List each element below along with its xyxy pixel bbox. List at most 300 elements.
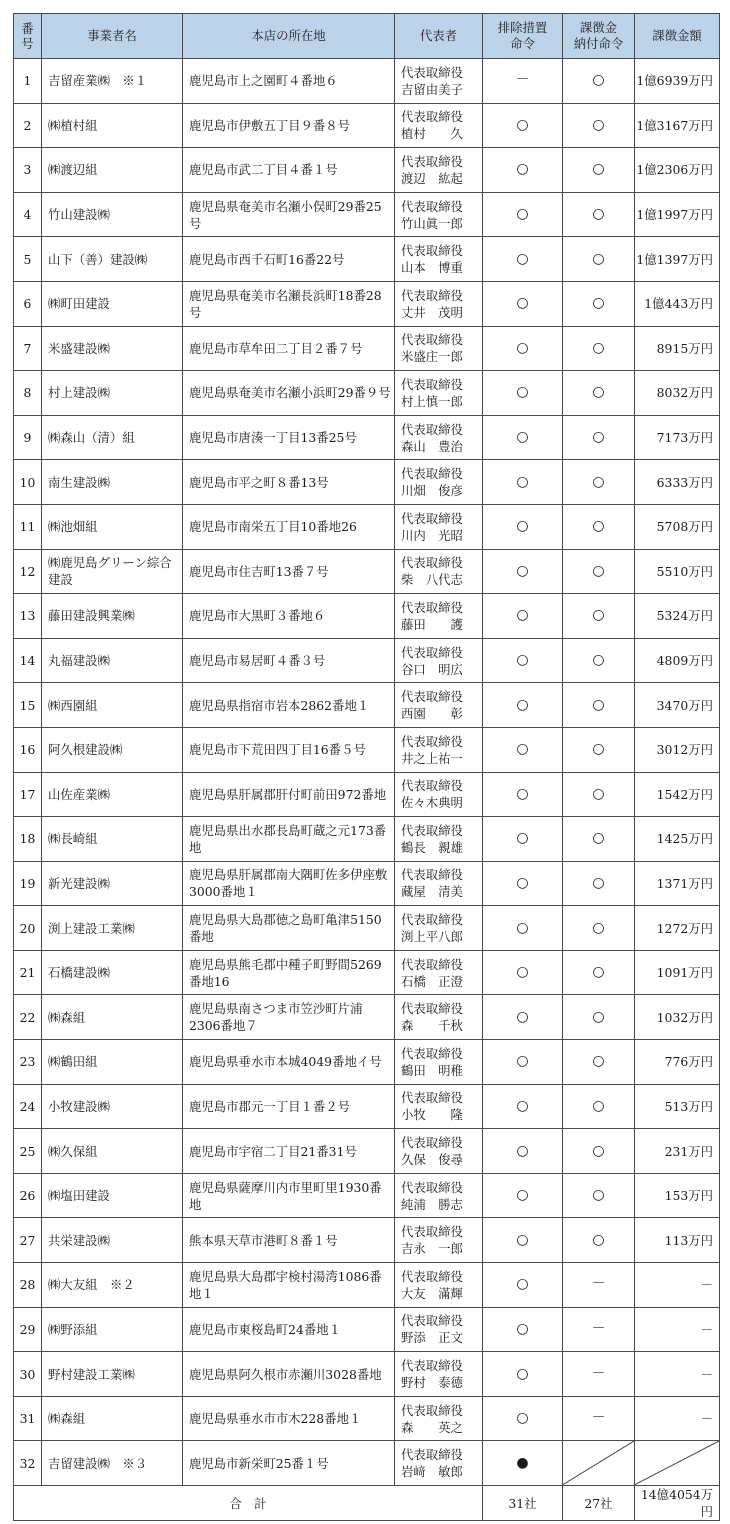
surcharge-amount-na [635, 1441, 720, 1486]
surcharge-amount: 4809万円 [635, 638, 720, 683]
surcharge-order-mark: ○ [563, 237, 635, 282]
company-name: ㈱渡辺組 [42, 148, 183, 193]
header-exclusion [483, 14, 563, 59]
header-surcharge-order [563, 14, 635, 59]
row-number: 21 [14, 950, 42, 995]
table-row [14, 1040, 720, 1085]
head-office-address: 鹿児島市新栄町25番１号 [183, 1441, 395, 1486]
exclusion-order-mark: ○ [483, 1396, 563, 1441]
representative [395, 861, 483, 906]
table-row [14, 950, 720, 995]
representative-title: 代表取締役 [401, 153, 463, 169]
representative [395, 281, 483, 326]
row-number: 30 [14, 1352, 42, 1397]
representative-name: 久保 俊尋 [401, 1152, 463, 1168]
exclusion-order-mark: ○ [483, 460, 563, 505]
representative-title: 代表取締役 [401, 822, 463, 838]
representative [395, 1084, 483, 1129]
company-name: 石橋建設㈱ [42, 950, 183, 995]
surcharge-order-mark: ○ [563, 281, 635, 326]
surcharge-amount: 1億1997万円 [635, 192, 720, 237]
representative [395, 906, 483, 951]
head-office-address: 鹿児島市宇宿二丁目21番31号 [183, 1129, 395, 1174]
table-row [14, 683, 720, 728]
representative-name: 小牧 隆 [401, 1107, 463, 1123]
company-name: 米盛建設㈱ [42, 326, 183, 371]
company-name: ㈱大友組 ※２ [42, 1263, 183, 1308]
representative-name: 吉永 一郎 [401, 1241, 463, 1257]
table-row [14, 1084, 720, 1129]
table-row [14, 59, 720, 104]
surcharge-order-mark: ○ [563, 817, 635, 862]
table-row [14, 281, 720, 326]
row-number: 13 [14, 594, 42, 639]
exclusion-order-mark: ○ [483, 950, 563, 995]
row-number: 4 [14, 192, 42, 237]
surcharge-order-mark: ○ [563, 1084, 635, 1129]
representative-name: 森 英之 [401, 1419, 463, 1435]
surcharge-order-mark: ○ [563, 1173, 635, 1218]
row-number: 2 [14, 103, 42, 148]
head-office-address: 鹿児島市武二丁目４番１号 [183, 148, 395, 193]
representative [395, 1129, 483, 1174]
representative-name: 山本 博重 [401, 260, 463, 276]
representative [395, 995, 483, 1040]
head-office-address: 鹿児島市大黒町３番地６ [183, 594, 395, 639]
row-number: 15 [14, 683, 42, 728]
row-number: 29 [14, 1307, 42, 1352]
representative [395, 326, 483, 371]
table-row [14, 594, 720, 639]
head-office-address: 鹿児島市上之園町４番地６ [183, 59, 395, 104]
representative [395, 683, 483, 728]
exclusion-order-mark: ○ [483, 281, 563, 326]
head-office-address: 鹿児島県垂水市市木228番地１ [183, 1396, 395, 1441]
company-name: ㈱長崎組 [42, 817, 183, 862]
exclusion-order-mark: ○ [483, 415, 563, 460]
exclusion-order-mark: ○ [483, 549, 563, 594]
exclusion-order-mark: ○ [483, 1040, 563, 1085]
exclusion-order-mark: ○ [483, 1129, 563, 1174]
row-number: 27 [14, 1218, 42, 1263]
company-name: ㈱塩田建設 [42, 1173, 183, 1218]
row-number: 7 [14, 326, 42, 371]
exclusion-order-mark: ○ [483, 683, 563, 728]
company-name: ㈱森山（清）組 [42, 415, 183, 460]
representative-name: 森 千秋 [401, 1018, 463, 1034]
head-office-address: 鹿児島市平之町８番13号 [183, 460, 395, 505]
exclusion-order-mark: ○ [483, 727, 563, 772]
representative-name: 純浦 勝志 [401, 1196, 463, 1212]
representative-title: 代表取締役 [401, 510, 463, 526]
exclusion-order-mark: － [483, 59, 563, 104]
row-number: 20 [14, 906, 42, 951]
company-name: ㈱久保組 [42, 1129, 183, 1174]
representative-name: 渡辺 紘起 [401, 170, 463, 186]
exclusion-order-mark: ○ [483, 1173, 563, 1218]
exclusion-order-mark: ○ [483, 148, 563, 193]
exclusion-order-mark: ○ [483, 861, 563, 906]
header-row [14, 14, 720, 59]
representative-name: 丈井 茂明 [401, 304, 463, 320]
table-row [14, 772, 720, 817]
surcharge-order-mark: ○ [563, 1218, 635, 1263]
representative-name: 大友 滿輝 [401, 1285, 463, 1301]
representative-name: 石橋 正澄 [401, 973, 463, 989]
company-name: 丸福建設㈱ [42, 638, 183, 683]
table-row [14, 1352, 720, 1397]
surcharge-amount: 5708万円 [635, 504, 720, 549]
table-row [14, 861, 720, 906]
surcharge-amount: 8915万円 [635, 326, 720, 371]
surcharge-amount: 1425万円 [635, 817, 720, 862]
cartel-order-table [13, 13, 720, 1521]
surcharge-amount: 5510万円 [635, 549, 720, 594]
representative-title: 代表取締役 [401, 1358, 463, 1374]
surcharge-order-mark: ○ [563, 1129, 635, 1174]
company-name: 竹山建設㈱ [42, 192, 183, 237]
representative-name: 川畑 俊彦 [401, 483, 463, 499]
representative [395, 727, 483, 772]
surcharge-order-mark: ○ [563, 772, 635, 817]
table-row [14, 727, 720, 772]
row-number: 8 [14, 371, 42, 416]
row-number: 18 [14, 817, 42, 862]
table-row [14, 326, 720, 371]
surcharge-amount: － [635, 1263, 720, 1308]
header-exclusion-l1: 排除措置 [497, 20, 548, 35]
representative-name: 岩﨑 敏郎 [401, 1464, 463, 1480]
row-number: 6 [14, 281, 42, 326]
exclusion-order-mark: ○ [483, 103, 563, 148]
header-no-label: 番号 [21, 21, 34, 51]
table-row [14, 1307, 720, 1352]
representative [395, 1218, 483, 1263]
representative [395, 504, 483, 549]
representative [395, 103, 483, 148]
representative-title: 代表取締役 [401, 912, 463, 928]
surcharge-amount: － [635, 1396, 720, 1441]
representative-title: 代表取締役 [401, 64, 463, 80]
row-number: 25 [14, 1129, 42, 1174]
row-number: 14 [14, 638, 42, 683]
surcharge-amount: 776万円 [635, 1040, 720, 1085]
header-exclusion-l2: 命令 [510, 36, 535, 51]
table-row [14, 504, 720, 549]
exclusion-order-mark: ○ [483, 237, 563, 282]
company-name: ㈱鹿児島グリーン綜合建設 [42, 549, 183, 594]
head-office-address: 鹿児島県奄美市名瀬長浜町18番28号 [183, 281, 395, 326]
exclusion-order-mark: ○ [483, 192, 563, 237]
company-name: ㈱鶴田組 [42, 1040, 183, 1085]
surcharge-amount: 1032万円 [635, 995, 720, 1040]
surcharge-order-mark: ○ [563, 549, 635, 594]
surcharge-order-mark: ○ [563, 861, 635, 906]
table-row [14, 1441, 720, 1486]
representative [395, 549, 483, 594]
table-row [14, 817, 720, 862]
exclusion-order-mark: ○ [483, 995, 563, 1040]
table-row [14, 549, 720, 594]
head-office-address: 鹿児島県指宿市岩本2862番地１ [183, 683, 395, 728]
representative [395, 1173, 483, 1218]
header-address: 本店の所在地 [183, 14, 395, 59]
surcharge-order-mark: － [563, 1396, 635, 1441]
head-office-address: 鹿児島市東桜島町24番地１ [183, 1307, 395, 1352]
row-number: 16 [14, 727, 42, 772]
row-number: 11 [14, 504, 42, 549]
table-row [14, 638, 720, 683]
surcharge-amount: 513万円 [635, 1084, 720, 1129]
row-number: 24 [14, 1084, 42, 1129]
representative-name: 吉留由美子 [401, 81, 463, 97]
head-office-address: 鹿児島市易居町４番３号 [183, 638, 395, 683]
representative-title: 代表取締役 [401, 1313, 463, 1329]
exclusion-order-mark: ○ [483, 772, 563, 817]
representative-title: 代表取締役 [401, 555, 463, 571]
head-office-address: 鹿児島市草牟田二丁目２番７号 [183, 326, 395, 371]
representative [395, 950, 483, 995]
representative [395, 415, 483, 460]
representative-title: 代表取締役 [401, 1090, 463, 1106]
row-number: 28 [14, 1263, 42, 1308]
representative-name: 植村 久 [401, 126, 463, 142]
table-row [14, 148, 720, 193]
surcharge-order-mark: ○ [563, 906, 635, 951]
representative [395, 1441, 483, 1486]
representative [395, 371, 483, 416]
representative-title: 代表取締役 [401, 867, 463, 883]
surcharge-amount: 1272万円 [635, 906, 720, 951]
row-number: 3 [14, 148, 42, 193]
total-amount: 14億4054万円 [635, 1486, 720, 1521]
company-name: ㈱野添組 [42, 1307, 183, 1352]
representative-title: 代表取締役 [401, 1402, 463, 1418]
company-name: ㈱森組 [42, 1396, 183, 1441]
company-name: 南生建設㈱ [42, 460, 183, 505]
exclusion-order-mark: ○ [483, 1218, 563, 1263]
representative [395, 148, 483, 193]
total-order: 27社 [563, 1486, 635, 1521]
surcharge-amount: 5324万円 [635, 594, 720, 639]
exclusion-order-mark: ○ [483, 1307, 563, 1352]
surcharge-order-mark: ○ [563, 148, 635, 193]
company-name: 村上建設㈱ [42, 371, 183, 416]
exclusion-order-mark: ○ [483, 594, 563, 639]
representative-name: 谷口 明広 [401, 661, 463, 677]
representative-title: 代表取締役 [401, 599, 463, 615]
surcharge-order-mark: ○ [563, 995, 635, 1040]
head-office-address: 鹿児島県大島郡宇検村湯湾1086番地１ [183, 1263, 395, 1308]
representative-title: 代表取締役 [401, 733, 463, 749]
surcharge-amount: 113万円 [635, 1218, 720, 1263]
surcharge-order-mark: ○ [563, 727, 635, 772]
company-name: 藤田建設興業㈱ [42, 594, 183, 639]
representative [395, 460, 483, 505]
total-row [14, 1486, 720, 1521]
surcharge-order-mark: ○ [563, 371, 635, 416]
representative [395, 1040, 483, 1085]
representative-title: 代表取締役 [401, 198, 463, 214]
head-office-address: 鹿児島市西千石町16番22号 [183, 237, 395, 282]
representative-title: 代表取締役 [401, 956, 463, 972]
head-office-address: 鹿児島県薩摩川内市里町里1930番地 [183, 1173, 395, 1218]
table-row [14, 237, 720, 282]
surcharge-amount: 1371万円 [635, 861, 720, 906]
company-name: 阿久根建設㈱ [42, 727, 183, 772]
head-office-address: 鹿児島県肝属郡肝付町前田972番地 [183, 772, 395, 817]
row-number: 10 [14, 460, 42, 505]
surcharge-order-mark: ○ [563, 594, 635, 639]
diagonal-line [563, 1441, 634, 1485]
company-name: ㈱池畑組 [42, 504, 183, 549]
representative [395, 638, 483, 683]
surcharge-amount: 1億1397万円 [635, 237, 720, 282]
representative-title: 代表取締役 [401, 1135, 463, 1151]
surcharge-order-mark: ○ [563, 1040, 635, 1085]
representative-name: 鶴長 親雄 [401, 839, 463, 855]
representative-name: 藏屋 清美 [401, 884, 463, 900]
head-office-address: 鹿児島市唐湊一丁目13番25号 [183, 415, 395, 460]
header-surcharge-l2: 納付命令 [573, 36, 624, 51]
representative-name: 村上慎一郎 [401, 393, 463, 409]
surcharge-order-mark: ○ [563, 59, 635, 104]
surcharge-order-mark: ○ [563, 415, 635, 460]
representative-title: 代表取締役 [401, 421, 463, 437]
exclusion-order-mark: ○ [483, 1084, 563, 1129]
surcharge-order-mark-na [563, 1441, 635, 1486]
surcharge-order-mark: ○ [563, 638, 635, 683]
head-office-address: 鹿児島県熊毛郡中種子町野間5269番地16 [183, 950, 395, 995]
representative-name: 野村 泰德 [401, 1375, 463, 1391]
row-number: 32 [14, 1441, 42, 1486]
head-office-address: 鹿児島市住吉町13番７号 [183, 549, 395, 594]
surcharge-amount: 3012万円 [635, 727, 720, 772]
representative [395, 772, 483, 817]
surcharge-amount: 3470万円 [635, 683, 720, 728]
representative-name: 柴 八代志 [401, 572, 463, 588]
company-name: 渕上建設工業㈱ [42, 906, 183, 951]
representative-name: 井之上祐一 [401, 750, 463, 766]
representative-title: 代表取締役 [401, 1179, 463, 1195]
exclusion-order-mark: ○ [483, 906, 563, 951]
representative-name: 竹山眞一郎 [401, 215, 463, 231]
table-row [14, 1396, 720, 1441]
row-number: 1 [14, 59, 42, 104]
head-office-address: 鹿児島県奄美市名瀬小俣町29番25号 [183, 192, 395, 237]
representative [395, 237, 483, 282]
surcharge-amount: 8032万円 [635, 371, 720, 416]
company-name: 山佐産業㈱ [42, 772, 183, 817]
row-number: 31 [14, 1396, 42, 1441]
head-office-address: 鹿児島県大島郡徳之島町亀津5150番地 [183, 906, 395, 951]
table-row [14, 995, 720, 1040]
table-row [14, 1173, 720, 1218]
surcharge-order-mark: － [563, 1263, 635, 1308]
header-amount: 課徴金額 [635, 14, 720, 59]
representative [395, 59, 483, 104]
company-name: ㈱町田建設 [42, 281, 183, 326]
representative [395, 817, 483, 862]
representative-title: 代表取締役 [401, 1045, 463, 1061]
representative-title: 代表取締役 [401, 109, 463, 125]
representative-title: 代表取締役 [401, 332, 463, 348]
surcharge-amount: 231万円 [635, 1129, 720, 1174]
row-number: 12 [14, 549, 42, 594]
representative-title: 代表取締役 [401, 1447, 463, 1463]
exclusion-order-mark: ○ [483, 504, 563, 549]
representative [395, 1307, 483, 1352]
exclusion-order-mark: ○ [483, 817, 563, 862]
total-label: 合 計 [14, 1486, 483, 1521]
company-name: 新光建設㈱ [42, 861, 183, 906]
company-name: 小牧建設㈱ [42, 1084, 183, 1129]
exclusion-order-mark: ○ [483, 1263, 563, 1308]
head-office-address: 鹿児島市下荒田四丁目16番５号 [183, 727, 395, 772]
representative-title: 代表取締役 [401, 287, 463, 303]
representative-name: 渕上平八郎 [401, 929, 463, 945]
surcharge-order-mark: ○ [563, 950, 635, 995]
surcharge-order-mark: ○ [563, 504, 635, 549]
surcharge-amount: 1091万円 [635, 950, 720, 995]
head-office-address: 鹿児島県垂水市本城4049番地イ号 [183, 1040, 395, 1085]
representative-name: 川内 光昭 [401, 527, 463, 543]
surcharge-amount: 1億443万円 [635, 281, 720, 326]
row-number: 22 [14, 995, 42, 1040]
company-name: 吉留産業㈱ ※１ [42, 59, 183, 104]
company-name: ㈱森組 [42, 995, 183, 1040]
company-name: ㈱西園組 [42, 683, 183, 728]
head-office-address: 鹿児島市郡元一丁目１番２号 [183, 1084, 395, 1129]
surcharge-order-mark: ○ [563, 460, 635, 505]
surcharge-order-mark: ○ [563, 192, 635, 237]
table-row [14, 103, 720, 148]
representative-name: 野添 正文 [401, 1330, 463, 1346]
head-office-address: 鹿児島県南さつま市笠沙町片浦2306番地７ [183, 995, 395, 1040]
row-number: 19 [14, 861, 42, 906]
representative-title: 代表取締役 [401, 466, 463, 482]
row-number: 26 [14, 1173, 42, 1218]
exclusion-order-mark: ○ [483, 371, 563, 416]
row-number: 9 [14, 415, 42, 460]
representative-name: 藤田 護 [401, 616, 463, 632]
table-row [14, 1218, 720, 1263]
table-row [14, 906, 720, 951]
head-office-address: 鹿児島県阿久根市赤瀬川3028番地 [183, 1352, 395, 1397]
representative-title: 代表取締役 [401, 1001, 463, 1017]
representative-name: 米盛庄一郎 [401, 349, 463, 365]
representative-name: 森山 豊治 [401, 438, 463, 454]
company-name: ㈱植村組 [42, 103, 183, 148]
row-number: 17 [14, 772, 42, 817]
surcharge-amount: 1億6939万円 [635, 59, 720, 104]
surcharge-order-mark: ○ [563, 326, 635, 371]
head-office-address: 鹿児島県奄美市名瀬小浜町29番９号 [183, 371, 395, 416]
header-no [14, 14, 42, 59]
head-office-address: 鹿児島市南栄五丁目10番地26 [183, 504, 395, 549]
head-office-address: 鹿児島県肝属郡南大隅町佐多伊座敷3000番地１ [183, 861, 395, 906]
table-body [14, 59, 720, 1486]
surcharge-amount: 1億2306万円 [635, 148, 720, 193]
surcharge-amount: － [635, 1352, 720, 1397]
representative [395, 1352, 483, 1397]
representative-title: 代表取締役 [401, 778, 463, 794]
head-office-address: 鹿児島県出水郡長島町蔵之元173番地 [183, 817, 395, 862]
representative-title: 代表取締役 [401, 1224, 463, 1240]
representative [395, 1396, 483, 1441]
representative [395, 594, 483, 639]
surcharge-amount: 7173万円 [635, 415, 720, 460]
